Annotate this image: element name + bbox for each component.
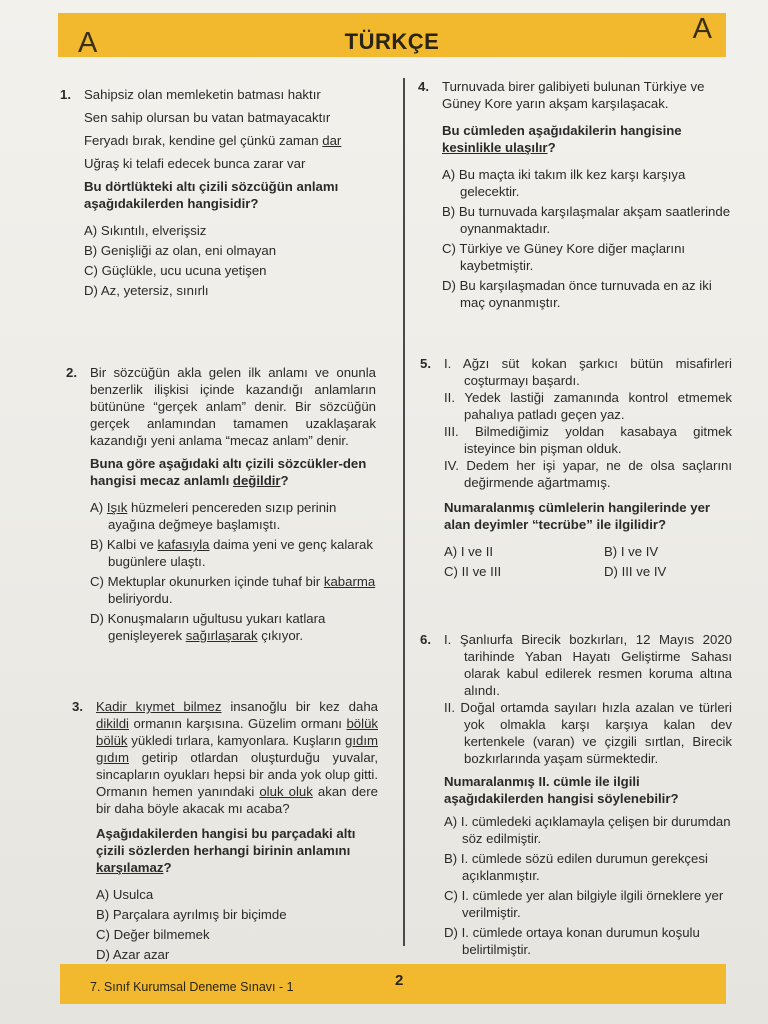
answer-options (84, 222, 384, 299)
question-number: 3. (72, 699, 83, 714)
question-prompt: Buna göre aşağıdaki altı çizili sözcükler-den hangisi mecaz anlamlı değildir? (90, 456, 367, 488)
question-prompt: Numaralanmış cümlelerin hangilerinde yer alan deyimler “tecrübe” ile ilgilidir? (444, 500, 711, 532)
option-c[interactable]: C) Güçlükle, ucu ucuna yetişen (84, 263, 267, 278)
option-a[interactable]: A) Bu maçta iki takım ilk kez karşı karşıya gelecektir. (442, 167, 686, 199)
question-text: Kadir kıymet bilmez insanoğlu bir kez daha dikildi ormanın karşısına. Güzelim ormanı bölük bölük yükledi tırlara, kamyonlara. Kuşların gıdım gıdım getirip otlardan oluşturduğu yuvalar, sincapların oyukları hepsi bir anda yok olup gitti. Ormanın hemen yanındaki oluk oluk akan dere bir daha böyle akacak mı acaba? (96, 699, 378, 816)
option-d[interactable]: D) Konuşmaların uğultusu yukarı katlara genişleyerek sağırlaşarak çıkıyor. (90, 611, 326, 643)
option-d[interactable]: D) I. cümlede ortaya konan durumun koşulu belirtilmiştir. (444, 925, 700, 957)
question-1 (60, 86, 384, 302)
question-number: 2. (66, 365, 77, 380)
option-b[interactable]: B) Genişliği az olan, eni olmayan (84, 243, 277, 258)
question-number: 1. (60, 87, 71, 102)
option-c[interactable]: C) I. cümlede yer alan bilgiyle ilgili örneklere yer verilmiştir. (444, 888, 724, 920)
booklet-letter-left: A (78, 27, 98, 59)
question-number: 6. (420, 632, 431, 647)
page-header (58, 13, 726, 57)
option-b[interactable]: B) I ve IV (604, 544, 659, 559)
option-a[interactable]: A) Usulca (96, 887, 154, 902)
option-c[interactable]: C) Mektuplar okunurken içinde tuhaf bir kabarma beliriyordu. (90, 574, 376, 606)
question-number: 5. (420, 356, 431, 371)
roman-item-2: II. Yedek lastiği zamanında kontrol etmemek pahalıya patladı geçen yaz. (444, 390, 732, 422)
option-d[interactable]: D) Az, yetersiz, sınırlı (84, 283, 209, 298)
poem-line-1: Sahipsiz olan memleketin batması haktır (84, 87, 321, 102)
option-d[interactable]: D) Azar azar (96, 947, 170, 962)
question-4 (418, 78, 732, 314)
question-text: Bir sözcüğün akla gelen ilk anlamı ve onunla benzerlik ilişkisi içinde kazandığı anlamların bütününe “gerçek anlam” denir. Bir sözcüğün gerçek anlamından tamamen uzaklaşarak kazandığı yeni anlama “mecaz anlam” denir. (90, 365, 376, 448)
question-prompt: Bu cümleden aşağıdakilerin hangisine kesinlikle ulaşılır? (442, 123, 682, 155)
roman-item-1: I. Şanlıurfa Birecik bozkırları, 12 Mayıs 2020 tarihinde Yaban Hayatı Geliştirme Sahası olarak kabul edilerek resmen koruma altına alındı. (444, 632, 732, 698)
roman-item-3: III. Bilmediğimiz yoldan kasabaya gitmek isteyince bin pişman olduk. (444, 424, 732, 456)
exam-name: 7. Sınıf Kurumsal Deneme Sınavı - 1 (90, 980, 294, 994)
question-2 (66, 364, 376, 647)
option-a[interactable]: A) Sıkıntılı, elverişsiz (84, 223, 207, 238)
option-b[interactable]: B) Kalbi ve kafasıyla daima yeni ve genç kalarak bugünlere ulaştı. (90, 537, 373, 569)
poem-line-4: Uğraş ki telafi edecek bunca zarar var (84, 156, 306, 171)
question-6 (420, 631, 732, 961)
question-number: 4. (418, 79, 429, 94)
answer-options (442, 166, 732, 311)
page-footer (60, 964, 726, 1004)
option-d[interactable]: D) Bu karşılaşmadan önce turnuvada en az iki maç oynanmıştır. (442, 278, 712, 310)
answer-options (444, 543, 732, 580)
booklet-letter-right: A (692, 13, 712, 45)
question-prompt: Aşağıdakilerden hangisi bu parçadaki altı çizili sözlerden herhangi birinin anlamını karşılamaz? (96, 826, 356, 875)
answer-options (444, 813, 732, 958)
question-prompt: Numaralanmış II. cümle ile ilgili aşağıdakilerden hangisi söylenebilir? (444, 774, 679, 806)
column-divider (403, 78, 405, 946)
option-a[interactable]: A) I. cümledeki açıklamayla çelişen bir durumdan söz edilmiştir. (444, 814, 731, 846)
option-b[interactable]: B) I. cümlede sözü edilen durumun gerekçesi açıklanmıştır. (444, 851, 708, 883)
poem-line-3: Feryadı bırak, kendine gel çünkü zaman dar (84, 133, 342, 148)
question-text: Turnuvada birer galibiyeti bulunan Türkiye ve Güney Kore yarın akşam karşılaşacak. (442, 79, 705, 111)
answer-options (90, 499, 376, 644)
underlined-word: dar (322, 133, 342, 148)
roman-item-2: II. Doğal ortamda sayıları hızla azalan ve türleri yok olmakla karşı karşıya kalan dev kertenkele (varan) ve çizgili sırtlan, Birecik bozkırlarında yaşam sürmektedir. (444, 700, 732, 766)
roman-item-1: I. Ağzı süt kokan şarkıcı bütün misafirleri coşturmayı başardı. (444, 356, 732, 388)
option-d[interactable]: D) III ve IV (604, 564, 667, 579)
option-b[interactable]: B) Bu turnuvada karşılaşmalar akşam saatlerinde oynanmaktadır. (442, 204, 731, 236)
roman-item-4: IV. Dedem her işi yapar, ne de olsa saçlarını değirmende ağartmamış. (444, 458, 732, 490)
question-5 (420, 355, 732, 580)
answer-options (96, 886, 378, 963)
page-number: 2 (395, 972, 404, 989)
option-c[interactable]: C) Türkiye ve Güney Kore diğer maçlarını kaybetmiştir. (442, 241, 686, 273)
option-a[interactable]: A) I ve II (444, 544, 494, 559)
option-c[interactable]: C) Değer bilmemek (96, 927, 210, 942)
poem-line-2: Sen sahip olursan bu vatan batmayacaktır (84, 110, 331, 125)
question-prompt: Bu dörtlükteki altı çizili sözcüğün anlamı aşağıdakilerden hangisidir? (84, 179, 339, 211)
option-b[interactable]: B) Parçalara ayrılmış bir biçimde (96, 907, 287, 922)
option-c[interactable]: C) II ve III (444, 564, 502, 579)
option-a[interactable]: A) Işık hüzmeleri pencereden sızıp perinin ayağına değmeye başlamıştı. (90, 500, 337, 532)
subject-title: TÜRKÇE (344, 29, 440, 54)
question-3 (72, 698, 378, 966)
